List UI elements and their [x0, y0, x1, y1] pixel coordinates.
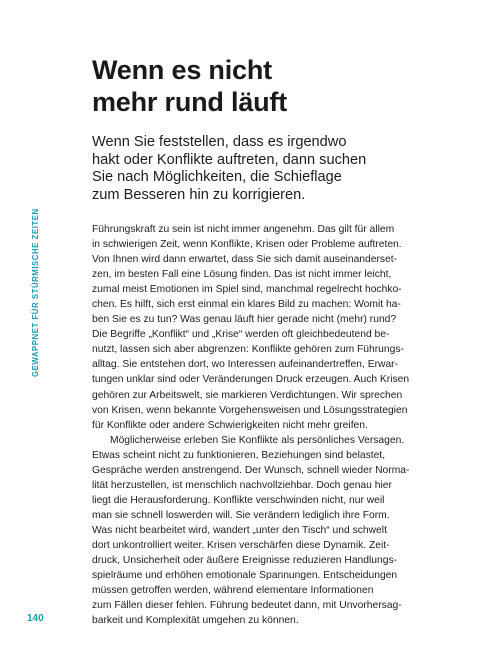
body-line: lität herzustellen, ist menschlich nachvollziehbar. Doch genau hier — [92, 479, 392, 491]
body-line: Möglicherweise erleben Sie Konflikte als persönliches Versagen. — [110, 434, 405, 446]
body-line: müssen getroffen werden, während elementare Informationen — [92, 585, 374, 597]
body-line: spielräume und erhöhen emotionale Spannungen. Entscheidungen — [92, 570, 398, 582]
body-line: ben Sie es zu tun? Was genau läuft hier gerade nicht (mehr) rund? — [92, 314, 397, 326]
chapter-heading — [92, 54, 472, 118]
body-line: zen, im besten Fall eine Lösung finden. Das ist nicht immer leicht, — [92, 269, 392, 281]
body-line: zumal meist Emotionen im Spiel sind, manchmal regelrecht hochko- — [92, 284, 402, 296]
body-line: Führungskraft zu sein ist nicht immer angenehm. Das gilt für allem — [92, 224, 395, 235]
body-line: barkeit und Komplexität umgehen zu können. — [92, 615, 299, 627]
body-line: in schwierigen Zeit, wenn Konflikte, Krisen oder Probleme auftreten. — [92, 239, 402, 251]
body-line: liegt die Herausforderung. Konflikte verschwinden nicht, nur weil — [92, 494, 385, 506]
body-line: alltag. Sie entstehen dort, wo Interessen aufeinandertreffen, Erwar- — [92, 359, 399, 371]
body-line: chen. Es hilft, sich erst einmal ein klares Bild zu machen: Womit ha- — [92, 299, 401, 311]
body-line: Die Begriffe „Konflikt“ und „Krise“ werden oft gleichbedeutend be- — [92, 329, 390, 341]
body-line: für Konflikte oder andere Schwierigkeiten nicht mehr greifen. — [92, 419, 368, 431]
lead-line: Wenn Sie feststellen, dass es irgendwo — [92, 134, 347, 150]
running-section-label: GEWAPPNET FÜR STÜRMISCHE ZEITEN — [31, 208, 40, 377]
body-line: man sie schnell loswerden will. Sie verändern lediglich ihre Form. — [92, 509, 390, 521]
lead-paragraph — [92, 134, 472, 204]
body-line: Etwas scheint nicht zu funktionieren, Beziehungen sind belastet, — [92, 449, 386, 461]
body-line: Gespräche werden anstrengend. Der Wunsch, schnell wieder Norma- — [92, 464, 410, 476]
body-text — [92, 222, 472, 628]
body-line: gehören zur Arbeitswelt, sie markieren Verdichtungen. Wir sprechen — [92, 389, 403, 401]
body-line: Von Ihnen wird dann erwartet, dass Sie sich damit auseinanderset- — [92, 254, 398, 266]
body-line: dort unkontrolliert weiter. Krisen verschärfen diese Dynamik. Zeit- — [92, 539, 390, 551]
body-line: nutzt, lassen sich aber abgrenzen: Konflikte gehören zum Führungs- — [92, 344, 404, 356]
body-line: zum Fällen dieser fehlen. Führung bedeutet dann, mit Unvorhersag- — [92, 600, 402, 612]
heading-line: mehr rund läuft — [92, 87, 288, 117]
lead-line: zum Besseren hin zu korrigieren. — [92, 186, 306, 203]
page-number: 140 — [27, 613, 44, 624]
body-line: tungen unklar sind oder Veränderungen Druck erzeugen. Auch Krisen — [92, 374, 410, 386]
body-line: druck, Unsicherheit oder äußere Ereignisse reduzieren Handlungs- — [92, 555, 398, 567]
lead-line: hakt oder Konflikte auftreten, dann suchen — [92, 151, 367, 168]
lead-line: Sie nach Möglichkeiten, die Schieflage — [92, 169, 342, 185]
body-line: von Krisen, wenn bekannte Vorgehensweisen und Lösungsstrategien — [92, 404, 408, 416]
body-line: Was nicht bearbeitet wird, wandert „unter den Tisch“ und schwelt — [92, 524, 387, 536]
heading-line: Wenn es nicht — [92, 55, 272, 85]
